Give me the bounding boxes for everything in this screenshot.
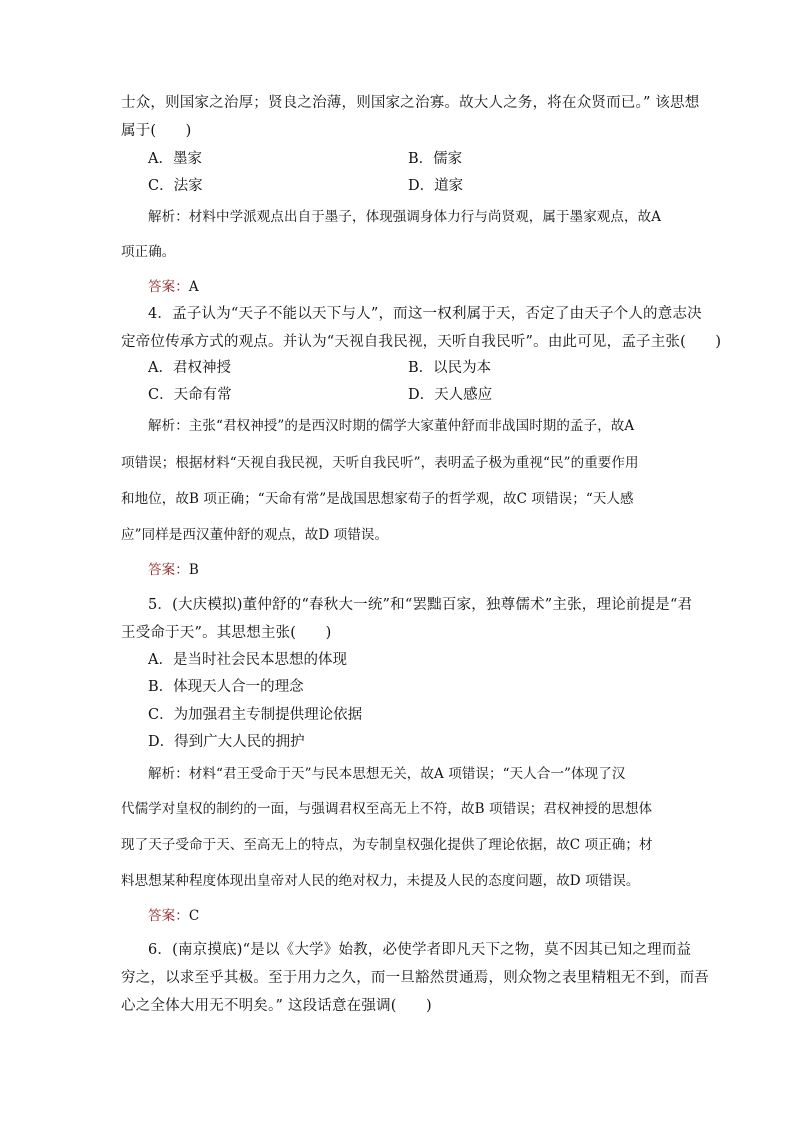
q6-stem-line-3: 心之全体大用无不明矣。” 这段话意在强调( ) <box>121 998 432 1014</box>
q3-answer <box>148 277 708 297</box>
q4-option-c: C．天命有常 <box>148 387 232 403</box>
q3-answer-value: A <box>188 279 199 295</box>
q3-option-d: D．道家 <box>408 178 464 194</box>
q3-option-b: B．儒家 <box>408 151 463 167</box>
q4-explanation-line-4: 应”同样是西汉董仲舒的观点，故D 项错误。 <box>121 527 389 543</box>
q3-option-c: C．法家 <box>148 178 203 194</box>
q5-explanation-line-4: 料思想某种程度体现出皇帝对人民的绝对权力，未提及人民的态度问题，故D 项错误。 <box>121 873 640 889</box>
q5-answer-value: C <box>188 908 200 924</box>
q3-stem-line-1: 士众，则国家之治厚；贤良之治薄，则国家之治寡。故大人之务，将在众贤而已。” 该思想 <box>121 95 700 111</box>
q3-stem-line-2: 属于( ) <box>121 123 192 139</box>
q5-stem-line-2: 王受命于天”。其思想主张( ) <box>121 625 332 641</box>
q4-answer <box>148 560 708 580</box>
q3-explanation-line-2: 项正确。 <box>121 244 176 260</box>
q6-stem-line-1: 6．(南京摸底)“是以《大学》始教，必使学者即凡天下之物，莫不因其已知之理而益 <box>148 942 692 958</box>
q5-option-c: C．为加强君主专制提供理论依据 <box>148 707 363 723</box>
q5-explanation-line-2: 代儒学对皇权的制约的一面，与强调君权至高无上不符，故B 项错误；君权神授的思想体 <box>121 801 653 817</box>
q5-explanation-line-1: 解析：材料“君王受命于天”与民本思想无关，故A 项错误；“天人合一”体现了汉 <box>148 766 626 782</box>
q4-explanation-line-2: 项错误；根据材料“天视自我民视，天听自我民听”，表明孟子极为重视“民”的重要作用 <box>121 455 639 471</box>
q4-option-d: D．天人感应 <box>408 387 493 403</box>
q5-option-b: B．体现天人合一的理念 <box>148 679 304 695</box>
q4-stem-line-2: 定帝位传承方式的观点。并认为“天视自我民视，天听自我民听”。由此可见，孟子主张( ) <box>121 334 722 350</box>
q5-option-d: D．得到广大人民的拥护 <box>148 734 305 750</box>
q4-answer-label: 答案： <box>148 562 189 578</box>
q3-answer-label: 答案： <box>148 279 189 295</box>
q4-explanation-line-3: 和地位，故B 项正确；“天命有常”是战国思想家荀子的哲学观，故C 项错误；“天人感 <box>121 491 634 507</box>
q5-explanation-line-3: 现了天子受命于天、至高无上的特点，为专制皇权强化提供了理论依据，故C 项正确；材 <box>121 837 653 853</box>
q4-stem-line-1: 4．孟子认为“天子不能以天下与人”，而这一权利属于天，否定了由天子个人的意志决 <box>148 306 702 322</box>
q5-answer-label: 答案： <box>148 908 189 924</box>
q4-answer-value: B <box>188 562 199 578</box>
q3-option-a: A．墨家 <box>148 151 202 167</box>
q4-option-b: B．以民为本 <box>408 360 492 376</box>
q3-explanation-line-1: 解析：材料中学派观点出自于墨子，体现强调身体力行与尚贤观，属于墨家观点，故A <box>148 209 662 225</box>
q4-explanation-line-1: 解析：主张“君权神授”的是西汉时期的儒学大家董仲舒而非战国时期的孟子，故A <box>148 418 635 434</box>
q5-option-a: A．是当时社会民本思想的体现 <box>148 652 347 668</box>
q5-stem-line-1: 5．(大庆模拟)董仲舒的“春秋大一统”和“罢黜百家，独尊儒术”主张，理论前提是“君 <box>148 597 693 613</box>
q5-answer <box>148 906 708 926</box>
q4-option-a: A．君权神授 <box>148 360 231 376</box>
q6-stem-line-2: 穷之，以求至乎其极。至于用力之久，而一旦豁然贯通焉，则众物之表里精粗无不到，而吾 <box>121 970 709 986</box>
